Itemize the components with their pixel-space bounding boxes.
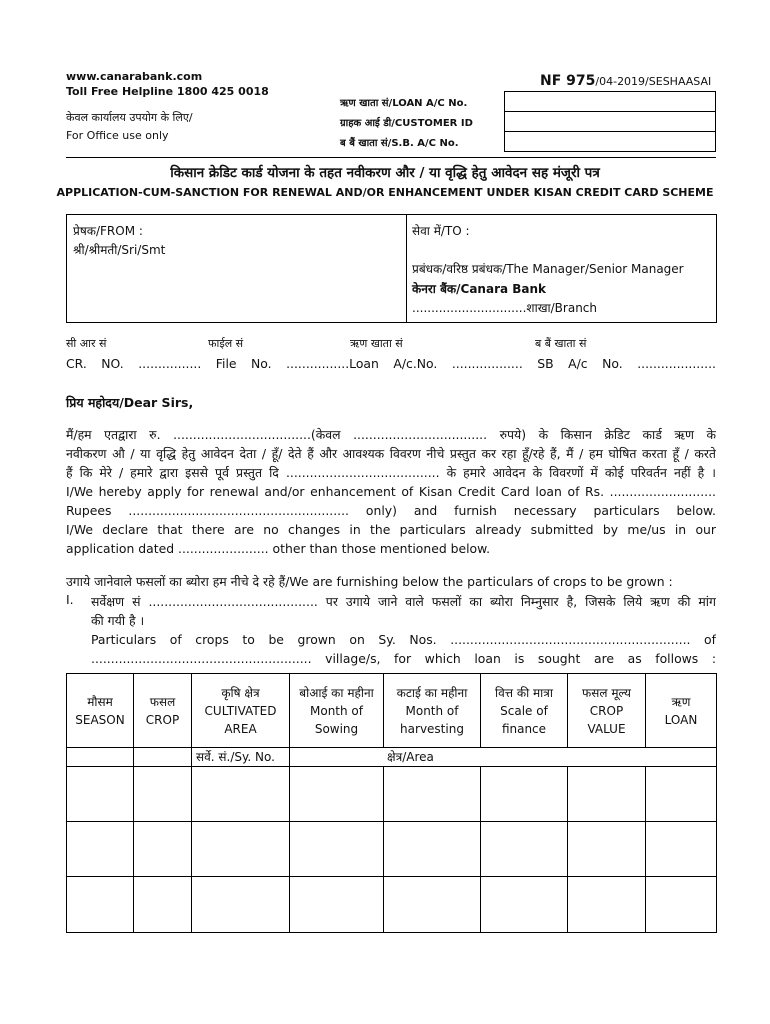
table-cell[interactable]	[481, 767, 568, 822]
customer-id-label: ग्राहक आई डी/CUSTOMER ID	[340, 118, 473, 129]
declaration-paragraph	[66, 425, 716, 558]
declaration-hi-line2: नवीकरण औ / या वृद्धि हेतु आवेदन देता / हूँ/ देते हैं और आवश्यक विवरण नीचे प्रस्तुत कर रहा हूँ/रहे हैं, मैं / हम घोषित करता हूँ / करते	[66, 446, 716, 461]
declaration-en-line4[interactable]: application dated ....................... other than those mentioned below.	[66, 541, 491, 556]
table-header-row	[67, 674, 717, 748]
table-cell[interactable]	[481, 877, 568, 933]
col-header-month-harvesting: कटाई का महीना Month of harvesting	[384, 674, 481, 748]
col-header-cultivated-area: कृषि क्षेत्र CULTIVATED AREA	[192, 674, 290, 748]
table-cell[interactable]	[384, 767, 481, 822]
form-code: NF 975	[540, 73, 596, 89]
table-cell[interactable]	[192, 822, 290, 877]
table-row	[67, 767, 717, 822]
table-cell[interactable]	[481, 822, 568, 877]
loan-ac-field[interactable]	[504, 91, 716, 112]
table-cell[interactable]	[290, 877, 384, 933]
customer-id-field[interactable]	[504, 111, 716, 132]
office-use-hindi: केवल कार्यालय उपयोग के लिए/	[66, 111, 193, 124]
table-cell[interactable]	[568, 877, 646, 933]
sb-ac-field[interactable]	[504, 131, 716, 152]
branch-field[interactable]: ..............................शाखा/Branch	[412, 301, 597, 315]
cr-no-hindi: सी आर सं	[66, 337, 107, 350]
declaration-en-line2[interactable]: Rupees ........................................................ only) and furnish necessary particulars below.	[66, 503, 716, 518]
declaration-en-line3: I/We declare that there are no changes in the particulars already submitted by me/us in our	[66, 522, 716, 537]
table-cell[interactable]	[568, 822, 646, 877]
col-header-month-sowing: बोआई का महीना Month of Sowing	[290, 674, 384, 748]
table-cell[interactable]	[67, 877, 134, 933]
table-subheader-row	[67, 748, 717, 767]
bank-name: केनरा बैंक/Canara Bank	[412, 282, 547, 296]
file-no-hindi: फाईल सं	[208, 337, 244, 350]
to-label: सेवा में/TO :	[412, 224, 470, 238]
crops-item-hi-line1[interactable]: सर्वेक्षण सं ........................................... पर उगाये जाने वाले फसलों का ब्योरा निम्नुसार है, जिसके लिये ऋण की मांग	[91, 594, 716, 609]
table-row	[67, 877, 717, 933]
col-header-crop: फसल CROP	[134, 674, 192, 748]
table-cell[interactable]	[646, 877, 717, 933]
loan-ac-label: ऋण खाता सं/LOAN A/C No.	[340, 98, 468, 109]
crops-item-en-line2[interactable]: ........................................................ village/s, for which loan is sought are as follows :	[91, 651, 716, 666]
col-header-scale-finance: वित्त की मात्रा Scale of finance	[481, 674, 568, 748]
table-cell[interactable]	[646, 767, 717, 822]
col-header-crop-value: फसल मूल्य CROP VALUE	[568, 674, 646, 748]
table-cell[interactable]	[384, 877, 481, 933]
sb-ac-label: ब बैं खाता सं/S.B. A/C No.	[340, 138, 459, 149]
table-row	[67, 822, 717, 877]
col-header-season: मौसम SEASON	[67, 674, 134, 748]
subheader-area: क्षेत्र/Area	[290, 748, 717, 767]
bank-website: www.canarabank.com	[66, 70, 203, 83]
ref-numbers-line[interactable]: CR. NO. ................ File No. ................Loan A/c.No. .................. SB A/c No. ....................	[66, 356, 716, 371]
office-use-english: For Office use only	[66, 129, 169, 142]
declaration-hi-line3[interactable]: हैं कि मेरे / हमारे द्वारा इससे पूर्व प्रस्तुत दि ....................................... के हमारे आवेदन के विवरणों में कोई परिवर्तन नहीं है ।	[66, 465, 716, 480]
crops-table	[66, 673, 717, 933]
from-label: प्रेषक/FROM :	[73, 224, 143, 238]
salutation: प्रिय महोदय/Dear Sirs,	[66, 395, 194, 410]
table-cell[interactable]	[384, 822, 481, 877]
table-cell[interactable]	[134, 822, 192, 877]
col-header-loan: ऋण LOAN	[646, 674, 717, 748]
crops-item-en-line1[interactable]: Particulars of crops to be grown on Sy. Nos. ............................................................. of	[91, 632, 716, 647]
sb-ac-hindi: ब बैं खाता सं	[535, 337, 587, 350]
table-cell[interactable]	[290, 767, 384, 822]
header-divider	[66, 157, 716, 158]
table-cell[interactable]	[568, 767, 646, 822]
declaration-en-line1[interactable]: I/We hereby apply for renewal and/or enhancement of Kisan Credit Card loan of Rs. ...........................	[66, 484, 716, 499]
title-english: APPLICATION-CUM-SANCTION FOR RENEWAL AND/OR ENHANCEMENT UNDER KISAN CREDIT CARD SCHEME	[56, 186, 714, 199]
table-cell[interactable]	[192, 877, 290, 933]
subheader-survey-no: सर्वे. सं./Sy. No.	[192, 748, 290, 767]
table-cell[interactable]	[192, 767, 290, 822]
crops-intro: उगाये जानेवाले फसलों का ब्योरा हम नीचे दे रहे हैं/We are furnishing below the particulars of crops to be grown :	[66, 574, 673, 589]
table-cell[interactable]	[134, 877, 192, 933]
sender-name-label[interactable]: श्री/श्रीमती/Sri/Smt	[73, 243, 166, 257]
table-cell[interactable]	[67, 822, 134, 877]
table-cell[interactable]	[67, 767, 134, 822]
loan-ac-hindi: ऋण खाता सं	[350, 337, 403, 350]
table-cell[interactable]	[290, 822, 384, 877]
from-to-divider	[406, 214, 407, 323]
crops-item-hi-line2: की गयी है ।	[91, 613, 145, 628]
title-hindi: किसान क्रेडिट कार्ड योजना के तहत नवीकरण और / या वृद्धि हेतु आवेदन सह मंजूरी पत्र	[170, 165, 600, 181]
form-suffix: /04-2019/SESHAASAI	[595, 75, 712, 88]
toll-free-helpline: Toll Free Helpline 1800 425 0018	[66, 85, 269, 98]
crops-item-paragraph	[91, 592, 716, 668]
item-number: I.	[66, 592, 74, 607]
declaration-hi-line1[interactable]: मैं/हम एतद्वारा रु. ...................................(केवल .................................. रुपये) के किसान क्रेडिट कार्ड ऋण के	[66, 427, 716, 442]
manager-label: प्रबंधक/वरिष्ठ प्रबंधक/The Manager/Senior Manager	[412, 262, 684, 276]
form-number	[540, 70, 711, 89]
table-cell[interactable]	[134, 767, 192, 822]
table-cell[interactable]	[646, 822, 717, 877]
